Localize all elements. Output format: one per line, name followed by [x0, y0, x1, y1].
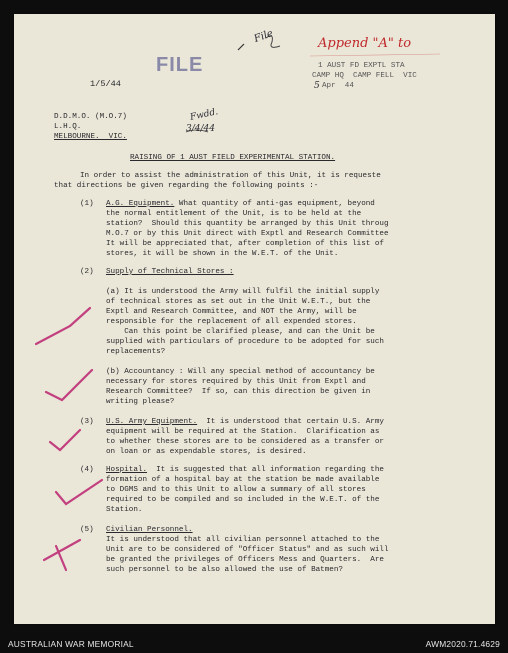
para-2-number: (2) [80, 268, 94, 276]
append-annotation: Append "A" to [318, 36, 412, 51]
pink-tick-4 [56, 480, 102, 504]
para-4-line-4: required to be compiled and so included in the W.E.T. of the [106, 496, 380, 504]
sender-date-prefix: 5 [314, 81, 320, 91]
sender-line-1: 1 AUST FD EXPTL STA [318, 62, 405, 70]
para-3-line-1 [106, 418, 384, 428]
para-5-line-2: Unit are to be considered of "Officer Status" and as such will [106, 546, 389, 554]
intro-line-1: In order to assist the administration of this Unit, it is requeste [80, 172, 381, 180]
para-1-line-6: stores, it will be shown in the W.E.T. of the Unit. [106, 250, 339, 258]
sender-line-2: CAMP HQ CAMP FELL VIC [312, 72, 417, 80]
red-underline [310, 54, 440, 56]
document-title: RAISING OF 1 AUST FIELD EXPERIMENTAL STATION. [130, 154, 336, 162]
para-4-line-2: formation of a hospital bay at the station be made available [106, 476, 380, 484]
para-2b-line-2: necessary for stores required by this Unit from Exptl and [106, 378, 366, 386]
para-2b-line-4: writing please? [106, 398, 175, 406]
para-1-heading: A.G. Equipment. [106, 200, 175, 208]
pink-tick-2 [46, 370, 92, 400]
para-1-line-2: the normal entitlement of the Unit, is to be held at the [106, 210, 362, 218]
pink-cross-mark [44, 540, 80, 570]
para-3-heading: U.S. Army Equipment. [106, 418, 198, 426]
para-3-line-3: to whether these stores are to be considered as a transfer or [106, 438, 384, 446]
para-3-line-4: on loan or as expendable stores, is desired. [106, 448, 307, 456]
para-4-number: (4) [80, 466, 94, 474]
para-4-first: It is suggested that all information regarding the [147, 466, 384, 474]
para-2a-line-3: Exptl and Research Committee, and NOT the Army, will be [106, 308, 357, 316]
para-4-line-3: to DGMS and to this Unit to allow a summary of all stores [106, 486, 366, 494]
para-5-number: (5) [80, 526, 94, 534]
para-2a-line-4: responsible for the replacement of all expended stores. [106, 318, 357, 326]
para-5-heading: Civilian Personnel. [106, 526, 193, 534]
para-1-line-4: M.O.7 or by this Unit direct with Exptl and Research Committee [106, 230, 389, 238]
para-3-line-2: equipment will be required at the Station. Clarification as [106, 428, 380, 436]
para-5-line-4: such personnel to be also allowed the use of Batmen? [106, 566, 343, 574]
addressee-line-1: D.D.M.O. (M.O.7) [54, 113, 127, 121]
para-2a-line-2: of technical stores as set out in the Unit W.E.T., but the [106, 298, 371, 306]
para-3-first: It is understood that certain U.S. Army [197, 418, 384, 426]
para-1-first: What quantity of anti-gas equipment, beyond [174, 200, 375, 208]
footer-institution: AUSTRALIAN WAR MEMORIAL [8, 639, 134, 649]
intro-line-2: that directions be given regarding the following points :- [54, 182, 319, 190]
footer-accession-number: AWM2020.71.4629 [425, 639, 500, 649]
file-annotation: File [252, 28, 275, 45]
para-2b-line-1: (b) Accountancy : Will any special method of accountancy be [106, 368, 375, 376]
fwd-note-line-1: Fwdd. [189, 107, 220, 123]
sender-date: Apr 44 [322, 82, 354, 90]
para-2a-line-6: supplied with particulars of procedure to be adopted for such [106, 338, 384, 346]
para-5-line-1: It is understood that all civilian personnel attached to the [106, 536, 380, 544]
para-2a-line-1: (a) It is understood the Army will fulfil the initial supply [106, 288, 380, 296]
para-2b-line-3: Research Committee? If so, can this direction be given in [106, 388, 371, 396]
para-2a-line-5: Can this point be clarified please, and can the Unit be [106, 328, 375, 336]
addressee-line-2: L.H.Q. [54, 123, 82, 131]
para-4-heading: Hospital. [106, 466, 148, 474]
para-1-number: (1) [80, 200, 94, 208]
ref-number: 1/5/44 [90, 79, 121, 89]
fwd-note-line-2: 3/4/44 [186, 124, 215, 134]
para-1-line-1 [106, 200, 375, 210]
para-1-line-5: It will be appreciated that, after completion of this list of [106, 240, 384, 248]
para-5-line-3: be granted the privileges of Officers Mess and Quarters. Are [106, 556, 384, 564]
para-4-line-5: Station. [106, 506, 143, 514]
file-stamp: FILE [156, 54, 204, 76]
para-4-line-1 [106, 466, 384, 476]
para-2-heading: Supply of Technical Stores : [106, 268, 234, 276]
hand-tick-mark [238, 44, 244, 50]
pink-tick-1 [36, 308, 90, 344]
addressee-line-3: MELBOURNE. VIC. [54, 133, 127, 141]
pink-tick-3 [50, 430, 80, 450]
para-1-line-3: station? Should this quantity be arranged by this Unit throug [106, 220, 389, 228]
para-2a-line-7: replacements? [106, 348, 166, 356]
para-3-number: (3) [80, 418, 94, 426]
